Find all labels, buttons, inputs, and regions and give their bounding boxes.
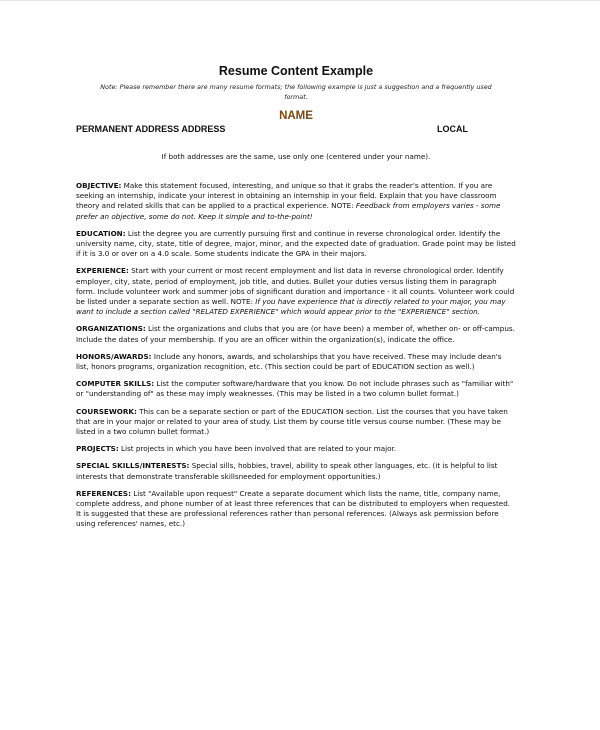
section-references — [76, 489, 516, 530]
section-text: Include any honors, awards, and scholarships that you have received. These may include dean's list, honors programs, organization recognition, etc. (This section could be part of EDUCATION section as well.) — [76, 351, 502, 372]
section-italic-text: If you have experience that is directly related to your major, you may want to include a section called "RELATED EXPERIENCE" which would appear prior to the "EXPERIENCE" section. — [76, 297, 506, 317]
format-note: Note: Please remember there are many resume formats; the following example is just a suggestion and a frequently used format. — [100, 83, 492, 101]
section-heading: HONORS/AWARDS: — [76, 351, 152, 361]
section-text: List "Available upon request" Create a separate document which lists the name, title, company name, complete address, and phone number of at least three references that can be distributed to employers when requested. It is suggested that these are professional references rather than personal references. (Always ask permission before using references' names, etc.) — [76, 488, 511, 529]
section-computer-skills — [76, 379, 516, 399]
section-text: List the computer software/hardware that you know. Do not include phrases such as "familiar with" or "understanding of" as these may imply weaknesses. (This may be listed in a two column bullet format.) — [76, 379, 514, 399]
section-objective — [76, 181, 516, 222]
section-honors-awards — [76, 352, 516, 372]
section-projects — [76, 444, 516, 454]
section-coursework — [76, 407, 516, 438]
address-row — [76, 124, 516, 146]
section-organizations — [76, 324, 516, 344]
section-heading: PROJECTS: — [76, 444, 119, 454]
section-text: This can be a separate section or part of the EDUCATION section. List the courses that you have taken that are in your major or related to your area of study. List them by course title versus course number. (These may be listed in a two column bullet format.) — [76, 406, 508, 437]
section-education — [76, 229, 516, 260]
section-heading: ORGANIZATIONS: — [76, 324, 146, 334]
section-text: List projects in which you have been involved that are related to your major. — [118, 444, 397, 454]
section-experience — [76, 266, 516, 317]
document-title: Resume Content Example — [218, 64, 374, 78]
section-heading: EXPERIENCE: — [76, 266, 129, 276]
section-text: List the organizations and clubs that you are (or have been) a member of, whether on- or off-campus. Include the dates of your membership. If you are an officer within the organization(s), indicate the office. — [76, 324, 515, 344]
top-divider — [0, 0, 600, 1]
name-placeholder: NAME — [279, 110, 313, 122]
section-heading: COURSEWORK: — [76, 406, 137, 416]
section-heading: SPECIAL SKILLS/INTERESTS: — [76, 461, 190, 471]
section-text: Make this statement focused, interesting, and unique so that it grabs the reader's attention. If you are seeking an internship, indicate your interest in obtaining an internship in your field. Explain that you have classroom theory and related skills that can be applied to a practical experience. NOTE: — [76, 181, 497, 211]
local-address-label: LOCAL — [437, 124, 468, 134]
address-note: If both addresses are the same, use only one (centered under your name). — [161, 152, 431, 161]
section-heading: REFERENCES: — [76, 488, 131, 498]
section-heading: COMPUTER SKILLS: — [76, 379, 155, 389]
section-heading: EDUCATION: — [76, 228, 126, 238]
section-text: Start with your current or most recent employment and list data in reverse chronological order. Identify employer, city, state, period of employment, job title, and duties. Bullet your duties versus listing them in paragraph form. Include volunteer work and summer jobs of significant duration and importance - it all counts. Volunteer work could be listed under a separate section as well. NOTE: — [76, 266, 515, 307]
section-text: Special sills, hobbies, travel, ability to speak other languages, etc. (it is helpful to list interests that demonstrate transferable skillsneeded for employment opportunities.) — [76, 461, 498, 481]
resume-document — [76, 64, 516, 530]
section-italic-text: Feedback from employers varies - some prefer an objective, some do not. Keep it simple and to-the-point! — [76, 201, 501, 221]
section-special-skills — [76, 461, 516, 481]
section-heading: OBJECTIVE: — [76, 181, 122, 190]
permanent-address-label: PERMANENT ADDRESS ADDRESS — [76, 124, 226, 134]
section-text: List the degree you are currently pursuing first and continue in reverse chronological order. Identify the university name, city, state, title of degree, major, minor, and the expected date of graduation. Grade point may be listed if it is 3.0 or over on a 4.0 scale. Some students indicate the GPA in their majors. — [76, 228, 516, 259]
